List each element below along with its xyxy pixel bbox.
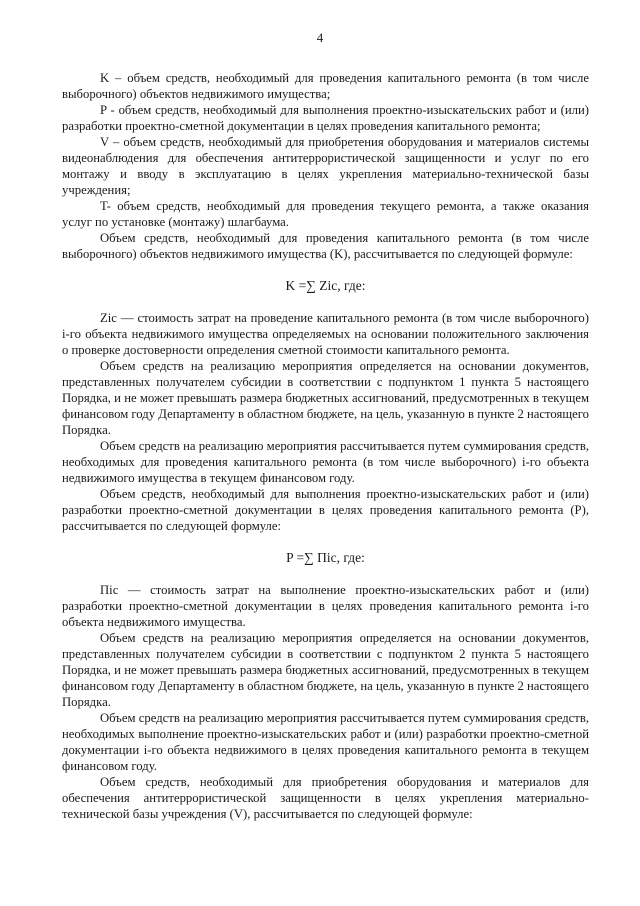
paragraph-p-basis: Объем средств на реализацию мероприятия определяется на основании документов, представленных получателем субсидии в соответствии с подпунктом 2 пункта 5 настоящего Порядка, и не может превышать размера бюджетных ассигнований, предусмотренных в текущем финансовом году Департаменту в областном бюджете, на цель, указанную в пункте 2 настоящего Порядка. [62, 631, 589, 709]
paragraph-k-sum: Объем средств на реализацию мероприятия рассчитывается путем суммирования средств, необходимых для проведения капитального ремонта (в том числе выборочного) i-го объекта недвижимого имущества в текущем финансовом году. [62, 439, 589, 485]
paragraph-k-basis: Объем средств на реализацию мероприятия определяется на основании документов, представленных получателем субсидии в соответствии с подпунктом 1 пункта 5 настоящего Порядка, и не может превышать размера бюджетных ассигнований, предусмотренных в текущем финансовом году Департаменту в областном бюджете, на цель, указанную в пункте 2 настоящего Порядка. [62, 359, 589, 437]
paragraph-v-intro: Объем средств, необходимый для приобретения оборудования и материалов для обеспечения антитеррористической защищенности в целях укрепления материально-технической базы учреждения (V), рассчитывается по следующей формуле: [62, 775, 589, 821]
page-number: 4 [316, 30, 324, 45]
paragraph-k-intro: Объем средств, необходимый для проведения капитального ремонта (в том числе выборочного) объектов недвижимого имущества (K), рассчитывается по следующей формуле: [62, 231, 589, 261]
formula-k: K =∑ Zic, где: [285, 278, 366, 293]
paragraph-p-sum: Объем средств на реализацию мероприятия рассчитывается путем суммирования средств, необходимых выполнение проектно-изыскательских работ и (или) разработки проектно-сметной документации i-го объекта недвижимого в целях проведения капитального ремонта в текущем финансовом году. [62, 711, 589, 773]
formula-p: P =∑ Пic, где: [286, 550, 365, 565]
definition-pic: Пic — стоимость затрат на выполнение проектно-изыскательских работ и (или) разработки проектно-сметной документации в целях проведения капитального ремонта i-го объекта недвижимого имущества. [62, 583, 589, 629]
definition-zic: Zic — стоимость затрат на проведение капитального ремонта (в том числе выборочного) i-го объекта недвижимого имущества определяемых на основании положительного заключения о проверке достоверности определения сметной стоимости капитального ремонта. [62, 311, 589, 357]
definition-k: K – объем средств, необходимый для проведения капитального ремонта (в том числе выборочного) объектов недвижимого имущества; [62, 71, 589, 101]
document-body [62, 70, 589, 822]
paragraph-p-intro: Объем средств, необходимый для выполнения проектно-изыскательских работ и (или) разработки проектно-сметной документации в целях проведения капитального ремонта (P), рассчитывается по следующей формуле: [62, 487, 589, 533]
definition-p: P - объем средств, необходимый для выполнения проектно-изыскательских работ и (или) разработки проектно-сметной документации в целях проведения капитального ремонта; [62, 103, 589, 133]
definition-t: T- объем средств, необходимый для проведения текущего ремонта, а также оказания услуг по установке (монтажу) шлагбаума. [62, 199, 589, 229]
definition-v: V – объем средств, необходимый для приобретения оборудования и материалов системы видеонаблюдения для обеспечения антитеррористической защищенности и услуг по его монтажу и вводу в эксплуатацию в целях укрепления материально-технической базы учреждения; [62, 135, 589, 197]
